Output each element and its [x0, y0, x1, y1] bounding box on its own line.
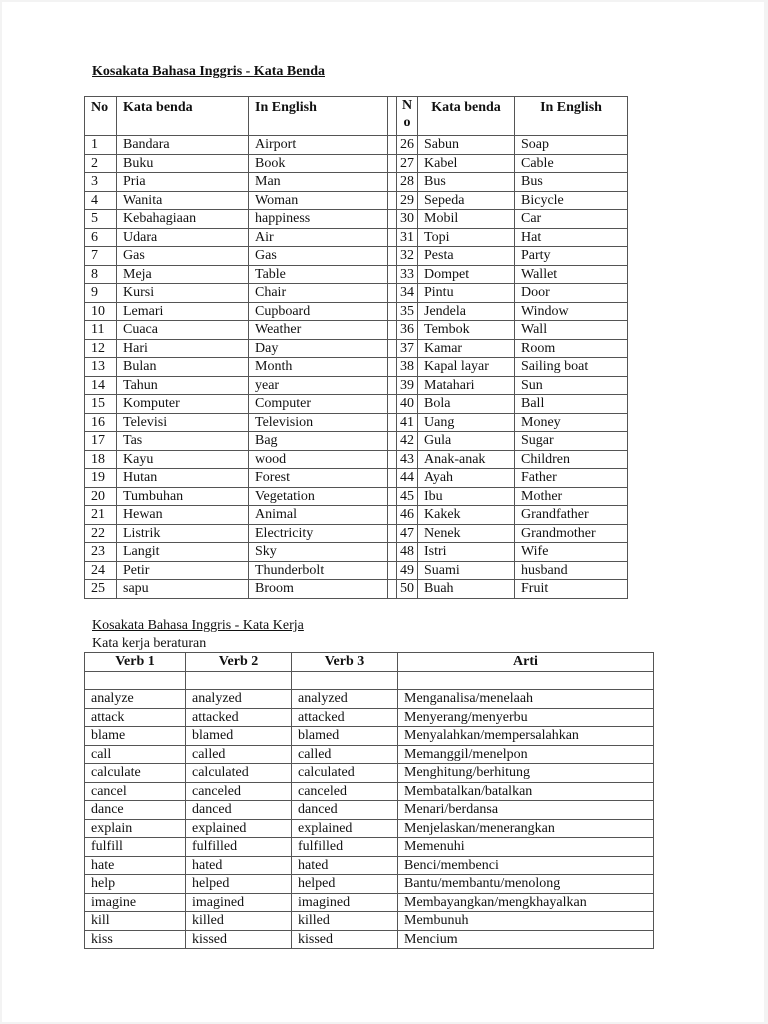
cell-verb-2: imagined: [186, 893, 292, 912]
cell-arti: Menyalahkan/mempersalahkan: [398, 727, 654, 746]
header-no: No: [85, 97, 117, 136]
header-verb-3: Verb 3: [292, 653, 398, 672]
cell-no-2: 34: [397, 284, 418, 303]
cell-kata-benda-2: Matahari: [418, 376, 515, 395]
cell-no: 21: [85, 506, 117, 525]
cell-kata-benda: Bulan: [117, 358, 249, 377]
cell-no-2: 29: [397, 191, 418, 210]
cell-no-2: 46: [397, 506, 418, 525]
cell-kata-benda-2: Suami: [418, 561, 515, 580]
cell-verb-2: hated: [186, 856, 292, 875]
verb-section-title: Kosakata Bahasa Inggris - Kata Kerja: [92, 618, 304, 633]
cell-verb-3: canceled: [292, 782, 398, 801]
cell-kata-benda-2: Ayah: [418, 469, 515, 488]
cell-in-english: Sky: [249, 543, 388, 562]
cell-no: 16: [85, 413, 117, 432]
cell-in-english: Man: [249, 173, 388, 192]
cell-in-english: Table: [249, 265, 388, 284]
header-verb-2: Verb 2: [186, 653, 292, 672]
blank-cell: [186, 671, 292, 690]
cell-kata-benda-2: Nenek: [418, 524, 515, 543]
cell-in-english-2: Mother: [515, 487, 628, 506]
noun-row: [85, 469, 628, 488]
noun-row: [85, 228, 628, 247]
cell-no: 9: [85, 284, 117, 303]
cell-in-english-2: husband: [515, 561, 628, 580]
cell-kata-benda-2: Pintu: [418, 284, 515, 303]
cell-verb-3: analyzed: [292, 690, 398, 709]
cell-no-2: 26: [397, 136, 418, 155]
cell-kata-benda-2: Dompet: [418, 265, 515, 284]
noun-row: [85, 321, 628, 340]
cell-in-english-2: Wife: [515, 543, 628, 562]
cell-kata-benda-2: Istri: [418, 543, 515, 562]
cell-in-english-2: Room: [515, 339, 628, 358]
cell-kata-benda: Cuaca: [117, 321, 249, 340]
cell-no: 12: [85, 339, 117, 358]
cell-in-english-2: Party: [515, 247, 628, 266]
cell-in-english: Day: [249, 339, 388, 358]
cell-in-english-2: Wall: [515, 321, 628, 340]
cell-no-2: 37: [397, 339, 418, 358]
cell-gap: [388, 450, 397, 469]
noun-row: [85, 154, 628, 173]
cell-verb-1: fulfill: [85, 838, 186, 857]
cell-in-english: Weather: [249, 321, 388, 340]
blank-row: [85, 671, 654, 690]
cell-in-english-2: Sun: [515, 376, 628, 395]
cell-arti: Membatalkan/batalkan: [398, 782, 654, 801]
column-gap: [388, 97, 397, 136]
cell-verb-3: helped: [292, 875, 398, 894]
noun-row: [85, 524, 628, 543]
cell-no: 5: [85, 210, 117, 229]
cell-no-2: 30: [397, 210, 418, 229]
cell-verb-1: explain: [85, 819, 186, 838]
cell-kata-benda-2: Pesta: [418, 247, 515, 266]
cell-kata-benda: Lemari: [117, 302, 249, 321]
noun-row: [85, 580, 628, 599]
noun-row: [85, 284, 628, 303]
noun-row: [85, 339, 628, 358]
cell-no-2: 40: [397, 395, 418, 414]
verb-table: [84, 652, 654, 949]
cell-verb-1: attack: [85, 708, 186, 727]
cell-gap: [388, 524, 397, 543]
cell-in-english: Gas: [249, 247, 388, 266]
cell-in-english: Air: [249, 228, 388, 247]
noun-row: [85, 376, 628, 395]
cell-in-english-2: Father: [515, 469, 628, 488]
cell-kata-benda-2: Ibu: [418, 487, 515, 506]
cell-gap: [388, 284, 397, 303]
cell-verb-1: kiss: [85, 930, 186, 949]
cell-gap: [388, 136, 397, 155]
cell-in-english: Woman: [249, 191, 388, 210]
header-no-2: N o: [397, 97, 418, 136]
verb-row: [85, 893, 654, 912]
cell-no-2: 50: [397, 580, 418, 599]
cell-no: 14: [85, 376, 117, 395]
cell-no-2: 33: [397, 265, 418, 284]
cell-kata-benda: Hewan: [117, 506, 249, 525]
cell-no-2: 28: [397, 173, 418, 192]
noun-row: [85, 487, 628, 506]
noun-row: [85, 210, 628, 229]
cell-in-english-2: Money: [515, 413, 628, 432]
cell-verb-3: blamed: [292, 727, 398, 746]
noun-row: [85, 432, 628, 451]
cell-verb-3: fulfilled: [292, 838, 398, 857]
header-arti: Arti: [398, 653, 654, 672]
cell-in-english: year: [249, 376, 388, 395]
cell-kata-benda: sapu: [117, 580, 249, 599]
cell-in-english: Forest: [249, 469, 388, 488]
cell-no: 3: [85, 173, 117, 192]
blank-cell: [292, 671, 398, 690]
cell-kata-benda-2: Anak-anak: [418, 450, 515, 469]
cell-no: 25: [85, 580, 117, 599]
cell-verb-2: analyzed: [186, 690, 292, 709]
header-in-english-2: In English: [515, 97, 628, 136]
cell-kata-benda: Langit: [117, 543, 249, 562]
cell-kata-benda-2: Kakek: [418, 506, 515, 525]
cell-verb-2: helped: [186, 875, 292, 894]
noun-row: [85, 265, 628, 284]
cell-no-2: 32: [397, 247, 418, 266]
cell-verb-1: dance: [85, 801, 186, 820]
verb-row: [85, 819, 654, 838]
cell-no: 18: [85, 450, 117, 469]
cell-verb-3: hated: [292, 856, 398, 875]
noun-row: [85, 450, 628, 469]
cell-in-english: Bag: [249, 432, 388, 451]
cell-in-english-2: Grandmother: [515, 524, 628, 543]
cell-arti: Mencium: [398, 930, 654, 949]
cell-in-english-2: Window: [515, 302, 628, 321]
cell-no: 2: [85, 154, 117, 173]
cell-in-english: Airport: [249, 136, 388, 155]
cell-gap: [388, 358, 397, 377]
cell-verb-1: analyze: [85, 690, 186, 709]
cell-kata-benda: Tas: [117, 432, 249, 451]
cell-gap: [388, 302, 397, 321]
cell-no: 8: [85, 265, 117, 284]
cell-verb-1: help: [85, 875, 186, 894]
cell-arti: Membunuh: [398, 912, 654, 931]
cell-arti: Menari/berdansa: [398, 801, 654, 820]
cell-verb-2: killed: [186, 912, 292, 931]
cell-verb-3: attacked: [292, 708, 398, 727]
cell-arti: Menyerang/menyerbu: [398, 708, 654, 727]
noun-row: [85, 561, 628, 580]
cell-verb-1: hate: [85, 856, 186, 875]
cell-kata-benda-2: Buah: [418, 580, 515, 599]
verb-row: [85, 690, 654, 709]
cell-kata-benda-2: Sepeda: [418, 191, 515, 210]
cell-verb-1: call: [85, 745, 186, 764]
cell-verb-1: calculate: [85, 764, 186, 783]
noun-row: [85, 395, 628, 414]
cell-no: 19: [85, 469, 117, 488]
noun-row: [85, 247, 628, 266]
cell-no-2: 47: [397, 524, 418, 543]
header-kata-benda-2: Kata benda: [418, 97, 515, 136]
cell-no-2: 43: [397, 450, 418, 469]
cell-verb-2: attacked: [186, 708, 292, 727]
cell-gap: [388, 173, 397, 192]
blank-cell: [85, 671, 186, 690]
cell-kata-benda: Tahun: [117, 376, 249, 395]
document-page: [2, 2, 764, 1022]
cell-in-english: wood: [249, 450, 388, 469]
cell-gap: [388, 247, 397, 266]
noun-row: [85, 136, 628, 155]
cell-kata-benda: Petir: [117, 561, 249, 580]
cell-kata-benda-2: Bus: [418, 173, 515, 192]
cell-in-english: Electricity: [249, 524, 388, 543]
cell-no: 11: [85, 321, 117, 340]
cell-verb-3: called: [292, 745, 398, 764]
verb-row: [85, 764, 654, 783]
cell-gap: [388, 506, 397, 525]
cell-kata-benda-2: Jendela: [418, 302, 515, 321]
cell-no-2: 31: [397, 228, 418, 247]
cell-kata-benda-2: Gula: [418, 432, 515, 451]
cell-arti: Memanggil/menelpon: [398, 745, 654, 764]
cell-kata-benda-2: Bola: [418, 395, 515, 414]
header-verb-1: Verb 1: [85, 653, 186, 672]
noun-row: [85, 191, 628, 210]
cell-no: 20: [85, 487, 117, 506]
cell-in-english: Broom: [249, 580, 388, 599]
cell-kata-benda: Kebahagiaan: [117, 210, 249, 229]
cell-in-english: Month: [249, 358, 388, 377]
cell-in-english: Animal: [249, 506, 388, 525]
cell-kata-benda: Gas: [117, 247, 249, 266]
cell-kata-benda-2: Sabun: [418, 136, 515, 155]
cell-verb-2: calculated: [186, 764, 292, 783]
cell-no-2: 39: [397, 376, 418, 395]
cell-verb-3: killed: [292, 912, 398, 931]
cell-arti: Menghitung/berhitung: [398, 764, 654, 783]
cell-gap: [388, 376, 397, 395]
cell-verb-2: explained: [186, 819, 292, 838]
cell-in-english-2: Fruit: [515, 580, 628, 599]
cell-no: 4: [85, 191, 117, 210]
cell-no: 10: [85, 302, 117, 321]
cell-kata-benda: Tumbuhan: [117, 487, 249, 506]
cell-gap: [388, 432, 397, 451]
cell-kata-benda: Komputer: [117, 395, 249, 414]
verb-row: [85, 727, 654, 746]
cell-kata-benda: Meja: [117, 265, 249, 284]
cell-no-2: 36: [397, 321, 418, 340]
cell-kata-benda: Wanita: [117, 191, 249, 210]
cell-in-english: Cupboard: [249, 302, 388, 321]
cell-verb-2: called: [186, 745, 292, 764]
noun-row: [85, 173, 628, 192]
cell-in-english-2: Wallet: [515, 265, 628, 284]
cell-verb-3: explained: [292, 819, 398, 838]
cell-in-english: Chair: [249, 284, 388, 303]
noun-row: [85, 302, 628, 321]
cell-no: 1: [85, 136, 117, 155]
cell-verb-3: kissed: [292, 930, 398, 949]
cell-gap: [388, 265, 397, 284]
cell-gap: [388, 321, 397, 340]
cell-kata-benda: Bandara: [117, 136, 249, 155]
header-kata-benda: Kata benda: [117, 97, 249, 136]
cell-arti: Menjelaskan/menerangkan: [398, 819, 654, 838]
cell-in-english-2: Children: [515, 450, 628, 469]
cell-arti: Membayangkan/mengkhayalkan: [398, 893, 654, 912]
cell-verb-2: fulfilled: [186, 838, 292, 857]
cell-gap: [388, 339, 397, 358]
noun-table-header: [85, 97, 628, 136]
cell-kata-benda: Hari: [117, 339, 249, 358]
cell-verb-2: kissed: [186, 930, 292, 949]
cell-no: 15: [85, 395, 117, 414]
cell-no: 22: [85, 524, 117, 543]
cell-no-2: 44: [397, 469, 418, 488]
cell-arti: Benci/membenci: [398, 856, 654, 875]
cell-verb-2: canceled: [186, 782, 292, 801]
cell-no: 13: [85, 358, 117, 377]
cell-kata-benda-2: Mobil: [418, 210, 515, 229]
cell-no-2: 49: [397, 561, 418, 580]
noun-table: [84, 96, 628, 599]
cell-no: 23: [85, 543, 117, 562]
cell-gap: [388, 210, 397, 229]
cell-gap: [388, 580, 397, 599]
cell-verb-1: kill: [85, 912, 186, 931]
noun-section-title: Kosakata Bahasa Inggris - Kata Benda: [92, 64, 325, 79]
cell-kata-benda: Televisi: [117, 413, 249, 432]
cell-verb-2: danced: [186, 801, 292, 820]
cell-verb-1: imagine: [85, 893, 186, 912]
cell-gap: [388, 543, 397, 562]
cell-gap: [388, 228, 397, 247]
verb-row: [85, 856, 654, 875]
verb-row: [85, 801, 654, 820]
noun-row: [85, 543, 628, 562]
cell-no: 6: [85, 228, 117, 247]
cell-in-english-2: Hat: [515, 228, 628, 247]
cell-no-2: 41: [397, 413, 418, 432]
cell-arti: Bantu/membantu/menolong: [398, 875, 654, 894]
cell-gap: [388, 154, 397, 173]
verb-row: [85, 875, 654, 894]
verb-table-header: [85, 653, 654, 672]
header-in-english: In English: [249, 97, 388, 136]
cell-gap: [388, 395, 397, 414]
cell-in-english-2: Bicycle: [515, 191, 628, 210]
cell-in-english: Television: [249, 413, 388, 432]
cell-no: 7: [85, 247, 117, 266]
cell-in-english-2: Grandfather: [515, 506, 628, 525]
cell-kata-benda-2: Kabel: [418, 154, 515, 173]
verb-row: [85, 708, 654, 727]
cell-in-english-2: Ball: [515, 395, 628, 414]
cell-in-english: Vegetation: [249, 487, 388, 506]
cell-kata-benda: Listrik: [117, 524, 249, 543]
cell-no-2: 27: [397, 154, 418, 173]
cell-kata-benda: Kursi: [117, 284, 249, 303]
cell-gap: [388, 487, 397, 506]
cell-in-english-2: Cable: [515, 154, 628, 173]
cell-in-english: Computer: [249, 395, 388, 414]
cell-in-english-2: Car: [515, 210, 628, 229]
cell-kata-benda-2: Kapal layar: [418, 358, 515, 377]
cell-arti: Memenuhi: [398, 838, 654, 857]
cell-in-english: happiness: [249, 210, 388, 229]
verb-row: [85, 912, 654, 931]
cell-no-2: 42: [397, 432, 418, 451]
cell-kata-benda: Buku: [117, 154, 249, 173]
noun-row: [85, 506, 628, 525]
verb-row: [85, 782, 654, 801]
cell-gap: [388, 413, 397, 432]
cell-in-english-2: Sailing boat: [515, 358, 628, 377]
verb-row: [85, 930, 654, 949]
cell-kata-benda-2: Tembok: [418, 321, 515, 340]
noun-row: [85, 358, 628, 377]
cell-kata-benda-2: Topi: [418, 228, 515, 247]
cell-in-english: Thunderbolt: [249, 561, 388, 580]
verb-row: [85, 745, 654, 764]
cell-no-2: 35: [397, 302, 418, 321]
cell-gap: [388, 561, 397, 580]
cell-kata-benda: Kayu: [117, 450, 249, 469]
cell-in-english-2: Bus: [515, 173, 628, 192]
cell-no-2: 38: [397, 358, 418, 377]
cell-no-2: 48: [397, 543, 418, 562]
cell-arti: Menganalisa/menelaah: [398, 690, 654, 709]
cell-kata-benda: Hutan: [117, 469, 249, 488]
cell-verb-3: danced: [292, 801, 398, 820]
cell-kata-benda-2: Kamar: [418, 339, 515, 358]
cell-verb-3: imagined: [292, 893, 398, 912]
verb-row: [85, 838, 654, 857]
cell-in-english-2: Door: [515, 284, 628, 303]
cell-gap: [388, 469, 397, 488]
cell-no: 17: [85, 432, 117, 451]
cell-kata-benda-2: Uang: [418, 413, 515, 432]
cell-kata-benda: Pria: [117, 173, 249, 192]
verb-subtitle: Kata kerja beraturan: [92, 636, 207, 651]
blank-cell: [398, 671, 654, 690]
cell-verb-1: blame: [85, 727, 186, 746]
cell-verb-1: cancel: [85, 782, 186, 801]
cell-verb-2: blamed: [186, 727, 292, 746]
cell-in-english: Book: [249, 154, 388, 173]
cell-no-2: 45: [397, 487, 418, 506]
cell-verb-3: calculated: [292, 764, 398, 783]
cell-gap: [388, 191, 397, 210]
cell-kata-benda: Udara: [117, 228, 249, 247]
noun-row: [85, 413, 628, 432]
cell-no: 24: [85, 561, 117, 580]
cell-in-english-2: Soap: [515, 136, 628, 155]
cell-in-english-2: Sugar: [515, 432, 628, 451]
